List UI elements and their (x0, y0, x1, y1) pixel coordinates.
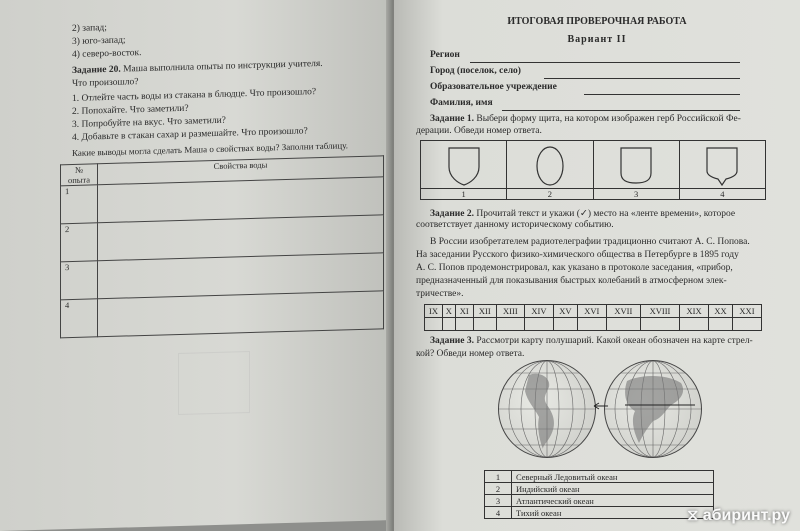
timeline-mark-cell[interactable] (640, 318, 679, 331)
step-3: 3. Попробуйте на вкус. Что заметили? (72, 115, 226, 130)
shield-number: 4 (680, 188, 765, 199)
watermark (687, 507, 790, 525)
timeline-mark-cell[interactable] (577, 318, 606, 331)
properties-table (60, 155, 384, 338)
ocean-name: Атлантический океан (512, 495, 714, 507)
page-title: ИТОГОВАЯ ПРОВЕРОЧНАЯ РАБОТА (507, 16, 687, 27)
timeline-mark-cell[interactable] (524, 318, 553, 331)
ocean-name: Северный Ледовитый океан (512, 471, 714, 483)
ocean-option[interactable] (485, 507, 714, 519)
shield-option-2[interactable] (507, 141, 593, 199)
ocean-number: 1 (485, 471, 512, 483)
shield-option-3[interactable] (594, 141, 680, 199)
field-city: Город (поселок, село) (430, 66, 521, 76)
answer-cell[interactable] (98, 291, 384, 337)
century-label: XV (553, 305, 577, 318)
timeline-mark-cell[interactable] (709, 318, 733, 331)
task3-line2: кой? Обведи номер ответа. (416, 349, 525, 359)
list-item: 2) запад; (72, 23, 107, 34)
passage-line: А. С. Попов продемонстрировал, как указано в протоколе заседания, «прибор, (416, 263, 733, 273)
row-number: 2 (61, 223, 98, 262)
task1-title: Задание 1. (430, 114, 474, 124)
city-line[interactable] (544, 77, 740, 79)
passage-line: предназначенный для показывания быстрых колебаний в атмосферном элек- (416, 276, 727, 286)
shield-number: 1 (421, 188, 506, 199)
region-line[interactable] (470, 61, 740, 63)
field-school: Образовательное учреждение (430, 82, 557, 92)
timeline-mark-cell[interactable] (455, 318, 473, 331)
ocean-number: 2 (485, 483, 512, 495)
variant-label: Вариант II (567, 34, 627, 45)
task2-title: Задание 2. (430, 209, 474, 219)
table-header: Свойства воды (98, 156, 384, 185)
ocean-option[interactable] (485, 471, 714, 483)
timeline-mark-cell[interactable] (553, 318, 577, 331)
timeline-mark-cell[interactable] (732, 318, 761, 331)
task20-heading (72, 59, 323, 76)
century-label: X (442, 305, 455, 318)
task2-line2: соответствует данному историческому событию. (416, 220, 614, 230)
shield-pointed-icon (444, 145, 484, 187)
century-label: XII (473, 305, 496, 318)
ocean-options (484, 470, 714, 519)
timeline-mark-cell[interactable] (425, 318, 443, 331)
passage-line: В России изобретателем радиотелеграфии традиционно считают А. С. Попова. (430, 237, 750, 247)
timeline-mark-cell[interactable] (606, 318, 640, 331)
passage-line: тричестве». (416, 289, 464, 299)
shield-number: 2 (507, 188, 592, 199)
list-item: 3) юго-запад; (72, 35, 126, 47)
globe-grid-icon (605, 361, 701, 457)
ocean-name: Тихий океан (512, 507, 714, 519)
row-number: 1 (61, 185, 98, 224)
task1-heading (430, 114, 741, 124)
row-number: 3 (61, 261, 98, 300)
step-1: 1. Отлейте часть воды из стакана в блюдце. Что произошло? (72, 87, 317, 104)
century-label: XVII (606, 305, 640, 318)
field-name: Фамилия, имя (430, 98, 493, 108)
shield-oval-icon (530, 145, 570, 187)
eastern-hemisphere-map (604, 360, 702, 458)
century-label: XX (709, 305, 733, 318)
task3-text: Рассмотри карту полушарий. Какой океан обозначен на карте стрел- (476, 336, 753, 346)
shield-options (420, 140, 766, 200)
century-label: XIV (524, 305, 553, 318)
century-label: XVIII (640, 305, 679, 318)
task2-text: Прочитай текст и укажи (✓) место на «ленте времени», которое (476, 209, 736, 219)
shield-number: 3 (594, 188, 679, 199)
list-item: 4) северо-восток. (72, 48, 142, 60)
watermark-text: абиринт.ру (702, 507, 790, 524)
task1-text: Выбери форму щита, на котором изображен герб Российской Фе- (476, 114, 741, 124)
shield-french-icon (702, 145, 742, 187)
century-label: XVI (577, 305, 606, 318)
task20-text: Маша выполнила опыты по инструкции учителя. (123, 58, 323, 75)
timeline-mark-cell[interactable] (680, 318, 709, 331)
shield-option-1[interactable] (421, 141, 507, 199)
name-line[interactable] (502, 109, 740, 111)
timeline-mark-cell[interactable] (473, 318, 496, 331)
century-label: IX (425, 305, 443, 318)
passage-line: На заседании Русского физико-химического общества в Петербурге в 1895 году (416, 250, 739, 260)
task1-line2: дерации. Обведи номер ответа. (416, 126, 542, 136)
task3-title: Задание 3. (430, 336, 474, 346)
task3-heading (430, 336, 753, 346)
labyrinth-logo-icon: ⧖ (687, 507, 703, 524)
timeline-mark-cell[interactable] (496, 318, 524, 331)
ocean-number: 3 (485, 495, 512, 507)
left-page (0, 0, 392, 531)
century-label: XXI (732, 305, 761, 318)
row-number: 4 (61, 299, 98, 338)
century-label: XI (455, 305, 473, 318)
globe-grid-icon (499, 361, 595, 457)
show-through-illustration (178, 351, 250, 415)
ocean-option[interactable] (485, 495, 714, 507)
shield-option-4[interactable] (680, 141, 765, 199)
century-label: XIX (680, 305, 709, 318)
ocean-option[interactable] (485, 483, 714, 495)
task2-heading (430, 208, 735, 219)
timeline-tape (424, 304, 762, 331)
field-region: Регион (430, 50, 460, 60)
ocean-number: 4 (485, 507, 512, 519)
ocean-name: Индийский океан (512, 483, 714, 495)
century-label: XIII (496, 305, 524, 318)
school-line[interactable] (584, 93, 740, 95)
right-page (394, 0, 800, 531)
step-4: 4. Добавьте в стакан сахар и размешайте. Что произошло? (72, 126, 308, 143)
task20-line2: Что произошло? (72, 77, 139, 89)
arrow-left-icon (590, 402, 608, 410)
shield-rounded-icon (616, 145, 656, 187)
western-hemisphere-map (498, 360, 596, 458)
task20-title: Задание 20. (72, 64, 121, 76)
conclusion-text: Какие выводы могла сделать Маша о свойствах воды? Заполни таблицу. (72, 140, 349, 158)
step-2: 2. Попохайте. Что заметили? (72, 103, 189, 117)
table-header: № опыта (61, 164, 98, 186)
timeline-mark-cell[interactable] (442, 318, 455, 331)
